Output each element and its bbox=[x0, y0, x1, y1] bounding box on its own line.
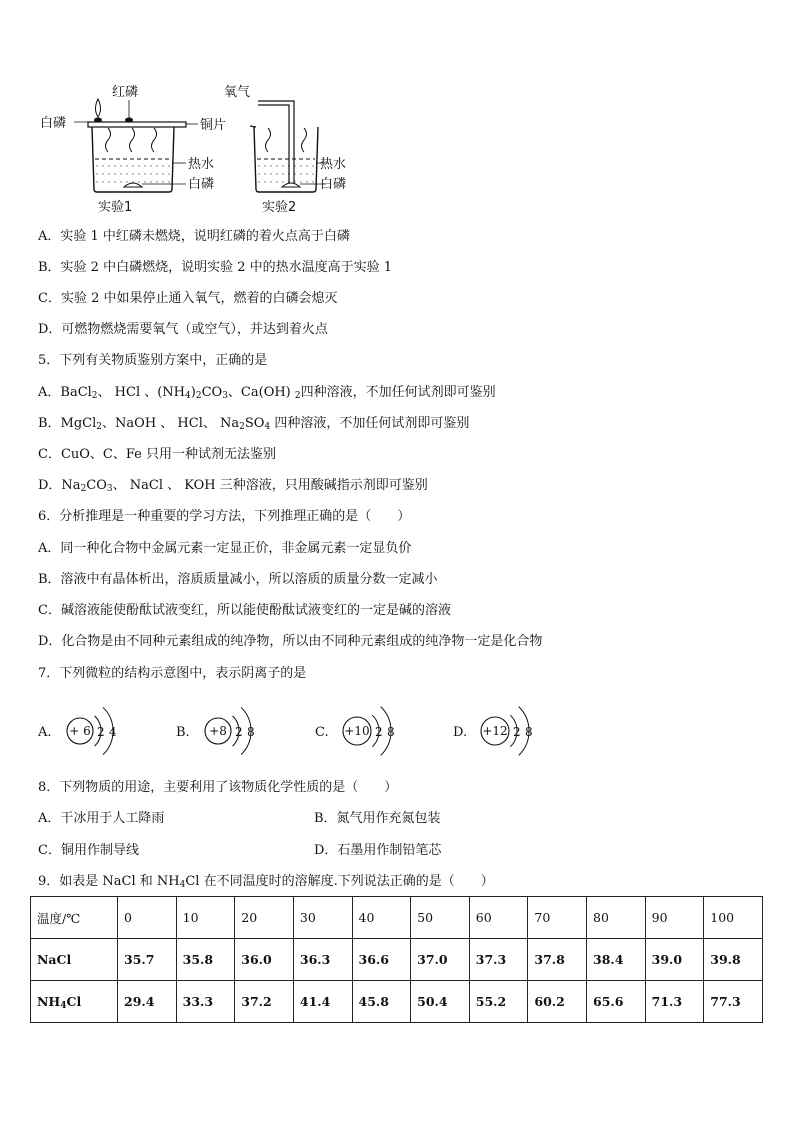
header-label-cell: 温度/℃ bbox=[31, 897, 118, 939]
ion-option-c bbox=[315, 707, 395, 756]
temperature-cell: 20 bbox=[235, 897, 294, 939]
q4-option-a: A．实验 1 中红磷未燃烧，说明红磷的着火点高于白磷 bbox=[38, 229, 350, 244]
q7-ion-diagrams bbox=[30, 700, 590, 762]
ion-option-letter: C. bbox=[315, 725, 329, 740]
white-phosphorus-bottom-label-1: 白磷 bbox=[188, 177, 215, 192]
experiment-2-diagram bbox=[224, 85, 346, 215]
nuclear-charge: +12 bbox=[482, 724, 508, 738]
nh4cl-solubility-cell: 45.8 bbox=[352, 981, 411, 1023]
nacl-solubility-cell: 35.8 bbox=[176, 939, 235, 981]
temperature-cell: 0 bbox=[118, 897, 177, 939]
shell-electron-count: 8 bbox=[525, 725, 533, 739]
q6-option-b: B．溶液中有晶体析出，溶质质量减小，所以溶质的质量分数一定减小 bbox=[38, 572, 438, 587]
ion-option-a bbox=[37, 707, 117, 754]
nh4cl-solubility-cell: 60.2 bbox=[528, 981, 587, 1023]
q4-option-b: B．实验 2 中白磷燃烧，说明实验 2 中的热水温度高于实验 1 bbox=[38, 260, 393, 275]
table-row-nh4cl bbox=[31, 981, 763, 1023]
white-phosphorus-bottom-label-2: 白磷 bbox=[320, 177, 347, 192]
q8-stem: 8．下列物质的用途，主要利用了该物质化学性质的是（ ） bbox=[38, 780, 398, 795]
ion-option-letter: B. bbox=[176, 725, 190, 740]
q8-option-c: C．铜用作制导线 bbox=[38, 843, 139, 858]
temperature-cell: 30 bbox=[293, 897, 352, 939]
nacl-solubility-cell: 38.4 bbox=[587, 939, 646, 981]
nacl-solubility-cell: 35.7 bbox=[118, 939, 177, 981]
nh4cl-label-cell: $NH_4Cl$ bbox=[31, 981, 118, 1023]
q4-option-c: C．实验 2 中如果停止通入氧气，燃着的白磷会熄灭 bbox=[38, 291, 338, 306]
white-phosphorus-top-label: 白磷 bbox=[40, 116, 67, 131]
oxygen-label: 氧气 bbox=[224, 85, 251, 100]
solubility-table bbox=[30, 896, 763, 1023]
experiment-2-caption: 实验2 bbox=[262, 200, 297, 215]
table-header-row bbox=[31, 897, 763, 939]
shell-electron-count: 2 bbox=[513, 725, 521, 739]
nacl-solubility-cell: 39.0 bbox=[645, 939, 704, 981]
nh4cl-solubility-cell: 55.2 bbox=[469, 981, 528, 1023]
nacl-solubility-cell: 39.8 bbox=[704, 939, 763, 981]
shell-electron-count: 4 bbox=[109, 725, 117, 739]
ion-option-b bbox=[176, 707, 255, 754]
shell-electron-count: 8 bbox=[387, 725, 395, 739]
nacl-solubility-cell: 37.0 bbox=[411, 939, 470, 981]
q9-stem: 9．如表是 NaCl 和 $NH_4Cl$ 在不同温度时的溶解度.下列说法正确的是（ ） bbox=[38, 874, 494, 890]
nacl-solubility-cell: 36.0 bbox=[235, 939, 294, 981]
q5-option-b: B．MgCl$_2$、NaOH 、 HCl、 $Na_2SO_4$ 四种溶液，不加任何试剂即可鉴别 bbox=[38, 416, 470, 432]
ion-option-letter: D. bbox=[453, 725, 468, 740]
nh4cl-solubility-cell: 37.2 bbox=[235, 981, 294, 1023]
shell-electron-count: 2 bbox=[375, 725, 383, 739]
q8-option-a: A．干冰用于人工降雨 bbox=[38, 811, 165, 826]
q6-option-d: D．化合物是由不同种元素组成的纯净物，所以由不同种元素组成的纯净物一定是化合物 bbox=[38, 634, 543, 649]
q5-option-c: C．CuO、C、Fe 只用一种试剂无法鉴别 bbox=[38, 447, 277, 462]
nacl-solubility-cell: 37.3 bbox=[469, 939, 528, 981]
q5-option-d: D．$Na_2CO_3$、 NaCl 、 KOH 三种溶液，只用酸碱指示剂即可鉴别 bbox=[38, 478, 428, 494]
ion-option-letter: A. bbox=[38, 725, 52, 740]
shell-electron-count: 8 bbox=[247, 725, 255, 739]
hot-water-label-2: 热水 bbox=[320, 157, 347, 172]
temperature-cell: 80 bbox=[587, 897, 646, 939]
nh4cl-solubility-cell: 65.6 bbox=[587, 981, 646, 1023]
temperature-cell: 60 bbox=[469, 897, 528, 939]
temperature-cell: 50 bbox=[411, 897, 470, 939]
q7-stem: 7．下列微粒的结构示意图中，表示阴离子的是 bbox=[38, 666, 307, 681]
shell-electron-count: 2 bbox=[97, 725, 105, 739]
temperature-cell: 90 bbox=[645, 897, 704, 939]
q6-option-a: A．同一种化合物中金属元素一定显正价，非金属元素一定显负价 bbox=[38, 541, 412, 556]
experiment-1-diagram bbox=[40, 84, 226, 215]
q6-option-c: C．碱溶液能使酚酞试液变红，所以能使酚酞试液变红的一定是碱的溶液 bbox=[38, 603, 451, 618]
nh4cl-solubility-cell: 33.3 bbox=[176, 981, 235, 1023]
temperature-cell: 100 bbox=[704, 897, 763, 939]
nacl-label-cell: NaCl bbox=[31, 939, 118, 981]
nh4cl-solubility-cell: 29.4 bbox=[118, 981, 177, 1023]
q5-stem: 5．下列有关物质鉴别方案中，正确的是 bbox=[38, 353, 268, 368]
nacl-solubility-cell: 37.8 bbox=[528, 939, 587, 981]
red-phosphorus-label: 红磷 bbox=[112, 85, 139, 100]
table-row-nacl bbox=[31, 939, 763, 981]
nh4cl-solubility-cell: 77.3 bbox=[704, 981, 763, 1023]
nh4cl-solubility-cell: 41.4 bbox=[293, 981, 352, 1023]
q4-option-d: D．可燃物燃烧需要氧气（或空气），并达到着火点 bbox=[38, 322, 328, 337]
nh4cl-solubility-cell: 71.3 bbox=[645, 981, 704, 1023]
nh4cl-solubility-cell: 50.4 bbox=[411, 981, 470, 1023]
q6-stem: 6．分析推理是一种重要的学习方法，下列推理正确的是（ ） bbox=[38, 509, 411, 524]
temperature-cell: 40 bbox=[352, 897, 411, 939]
nacl-solubility-cell: 36.6 bbox=[352, 939, 411, 981]
copper-sheet-label: 铜片 bbox=[200, 118, 227, 133]
q5-option-a: A．BaCl$_2$、 HCl 、$(NH_4)_2CO_3$、Ca(OH) $_2$四种溶液，不加任何试剂即可鉴别 bbox=[38, 385, 496, 401]
ion-option-d bbox=[453, 707, 533, 756]
q8-option-d: D．石墨用作制铅笔芯 bbox=[314, 843, 442, 858]
shell-electron-count: 2 bbox=[235, 725, 243, 739]
q8-option-b: B．氮气用作充氮包装 bbox=[314, 811, 441, 826]
hot-water-label-1: 热水 bbox=[188, 157, 215, 172]
nuclear-charge: +10 bbox=[344, 724, 370, 738]
combustion-experiment-figure bbox=[36, 82, 366, 218]
nuclear-charge: + 6 bbox=[69, 724, 91, 738]
temperature-cell: 70 bbox=[528, 897, 587, 939]
experiment-1-caption: 实验1 bbox=[98, 200, 133, 215]
temperature-cell: 10 bbox=[176, 897, 235, 939]
nacl-solubility-cell: 36.3 bbox=[293, 939, 352, 981]
nuclear-charge: +8 bbox=[209, 724, 227, 738]
